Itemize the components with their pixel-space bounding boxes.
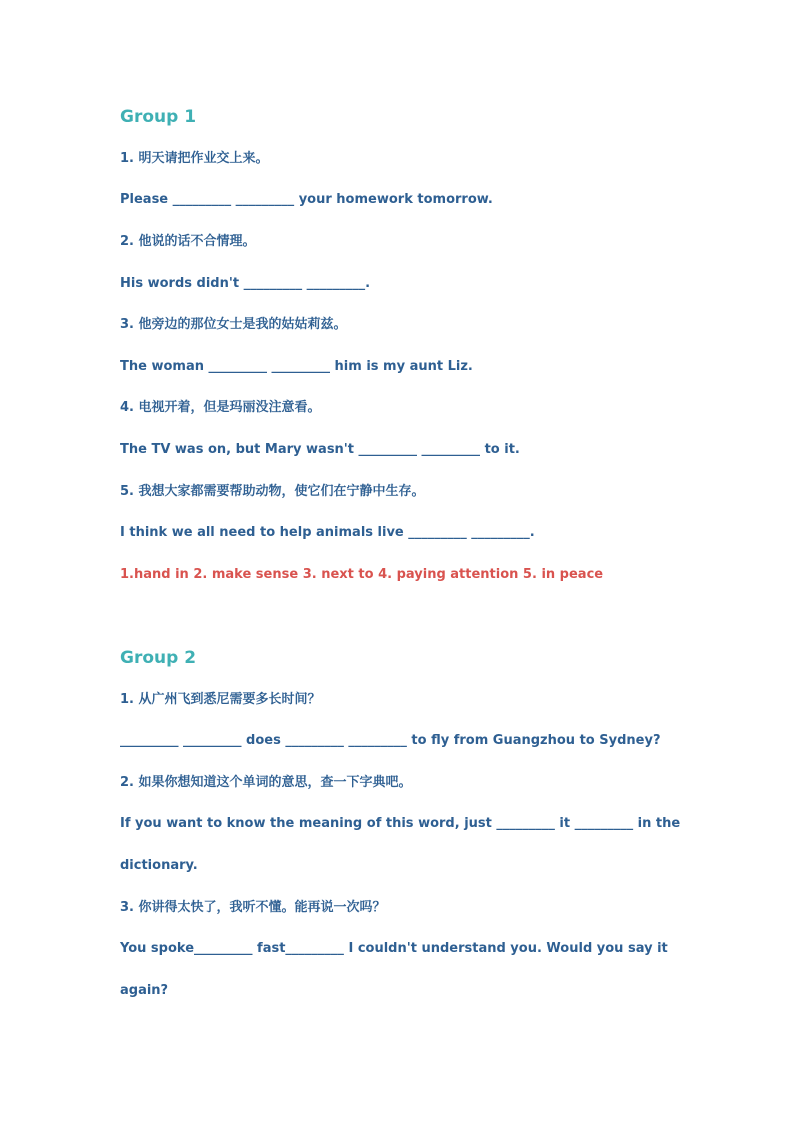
g1-q2-chinese: 2. 他说的话不合情理。 [120, 234, 256, 249]
g2-q3-english-continued: again? [120, 983, 169, 998]
g2-q2-chinese: 2. 如果你想知道这个单词的意思，查一下字典吧。 [120, 775, 412, 790]
g1-q1-english: Please _________ _________ your homework tomorrow. [120, 192, 493, 207]
g1-q2-english: His words didn't _________ _________. [120, 276, 371, 291]
g2-q2-english-continued: dictionary. [120, 858, 198, 873]
g1-q4-chinese: 4. 电视开着，但是玛丽没注意看。 [120, 400, 321, 415]
g1-answer-key: 1.hand in 2. make sense 3. next to 4. paying attention 5. in peace [120, 567, 604, 582]
g2-q1-chinese: 1. 从广州飞到悉尼需要多长时间？ [120, 692, 321, 707]
g1-q1-chinese: 1. 明天请把作业交上来。 [120, 151, 269, 166]
g1-q5-english: I think we all need to help animals live _________ _________. [120, 525, 535, 540]
group-2-title: Group 2 [120, 648, 197, 668]
g1-q5-chinese: 5. 我想大家都需要帮助动物，使它们在宁静中生存。 [120, 484, 425, 499]
g2-q3-chinese: 3. 你讲得太快了，我听不懂。能再说一次吗？ [120, 900, 386, 915]
g1-q3-english: The woman _________ _________ him is my aunt Liz. [120, 359, 473, 374]
g2-q1-english: _________ _________ does _________ _________ to fly from Guangzhou to Sydney? [120, 733, 661, 748]
g1-q3-chinese: 3. 他旁边的那位女士是我的姑姑莉兹。 [120, 317, 347, 332]
g2-q3-english: You spoke_________ fast_________ I couldn't understand you. Would you say it [120, 941, 668, 956]
group-1-title: Group 1 [120, 107, 197, 127]
g2-q2-english: If you want to know the meaning of this word, just _________ it _________ in the [120, 816, 681, 831]
g1-q4-english: The TV was on, but Mary wasn't _________ _________ to it. [120, 442, 520, 457]
